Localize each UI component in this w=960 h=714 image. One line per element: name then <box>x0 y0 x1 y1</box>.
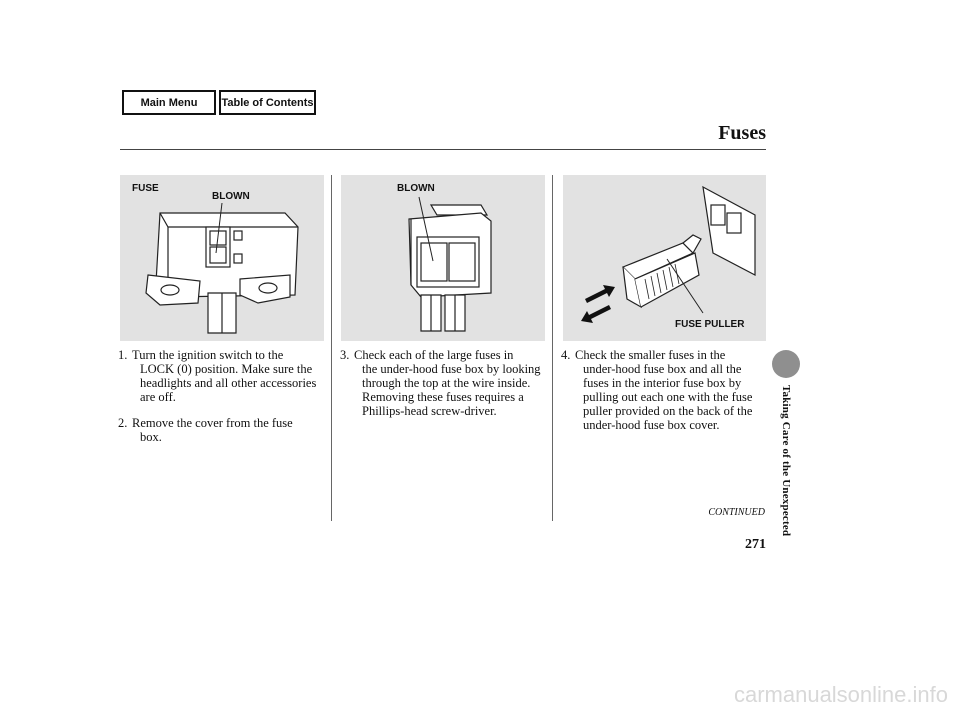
blown-callout: BLOWN <box>212 191 250 202</box>
steps-column-1 <box>118 348 328 456</box>
step-text: Check the smaller fuses in the <box>575 348 726 362</box>
steps-column-2 <box>340 348 548 430</box>
step-item <box>340 348 548 418</box>
figure-large-fuse <box>120 175 324 341</box>
fuse-puller-callout: FUSE PULLER <box>675 319 745 330</box>
column-divider <box>331 175 332 521</box>
continued-label: CONTINUED <box>708 507 765 518</box>
main-menu-button[interactable]: Main Menu <box>122 90 216 115</box>
step-text: Turn the ignition switch to the <box>132 348 284 362</box>
step-item <box>118 416 328 444</box>
section-side-label: Taking Care of the Unexpected <box>780 385 792 537</box>
steps-column-3 <box>561 348 769 444</box>
step-text-cont: the under-hood fuse box by looking through the top at the wire inside. Removing these fuses requires a Phillips-head screw-driver. <box>362 362 541 418</box>
step-text: Remove the cover from the fuse <box>132 416 293 430</box>
step-text-cont: under-hood fuse box and all the fuses in the interior fuse box by pulling out each one with the fuse puller provided on the back of the under-hood fuse box cover. <box>583 362 753 432</box>
table-of-contents-button[interactable]: Table of Contents <box>219 90 316 115</box>
fuse-puller-illustration <box>563 175 766 341</box>
header-rule <box>120 149 766 150</box>
section-tab-marker <box>772 350 800 378</box>
page-number: 271 <box>745 537 766 552</box>
fuse-top-view-illustration <box>341 175 545 341</box>
step-number: 1. <box>118 348 128 362</box>
column-divider <box>552 175 553 521</box>
page-title: Fuses <box>718 122 766 144</box>
step-text-cont: LOCK (0) position. Make sure the headlights and all other accessories are off. <box>140 362 317 404</box>
figure-fuse-puller <box>563 175 766 341</box>
step-text: Check each of the large fuses in <box>354 348 514 362</box>
step-number: 3. <box>340 348 350 362</box>
step-text-cont: box. <box>140 430 162 444</box>
step-item <box>118 348 328 404</box>
blown-callout-2: BLOWN <box>397 183 435 194</box>
watermark: carmanualsonline.info <box>733 682 948 707</box>
step-number: 4. <box>561 348 571 362</box>
step-item <box>561 348 769 432</box>
figure-large-fuse-top <box>341 175 545 341</box>
step-number: 2. <box>118 416 128 430</box>
fuse-callout: FUSE <box>132 183 159 194</box>
